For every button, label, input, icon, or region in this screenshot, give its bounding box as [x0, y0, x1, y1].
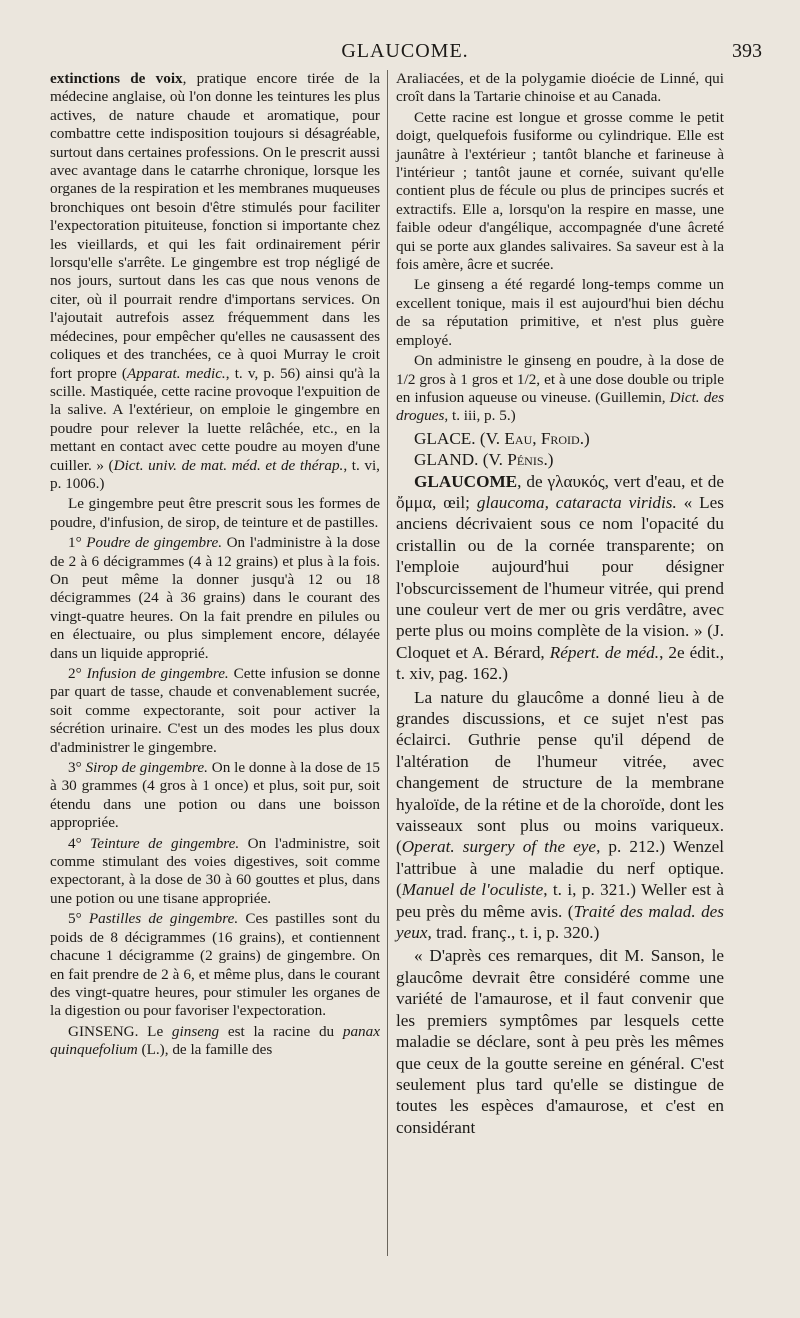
entry-headword: GLAUCOME	[414, 471, 518, 491]
item-number: 2°	[68, 665, 82, 682]
entry-headword: GLAND.	[414, 450, 479, 470]
text-run: La nature du glaucôme a donné lieu à de grandes discussions, et ce sujet n'est pas éclairci. Guthrie pense qu'il dépend de l'altération de l'humeur vitrée, avec changement de structure de la membrane hyaloïde, de la rétine et de la choroïde, dont les vaisseaux sont plus ou moins variqueux. (	[396, 687, 724, 857]
lead-words: extinctions de voix	[50, 70, 183, 87]
list-item-pastilles	[50, 910, 380, 1020]
text-run: , p. 212.) Wenzel l'attribue à une maladie du nerf optique. (	[396, 837, 724, 900]
entry-ginseng	[50, 1023, 380, 1060]
text-run: (L.), de la famille des	[137, 1041, 273, 1059]
text-run: , 2e édit., t. xiv, pag. 162.)	[396, 642, 724, 684]
text-run: , trad. franç., t. i, p. 320.)	[427, 923, 600, 943]
item-title: Infusion de gingembre.	[86, 665, 229, 682]
paragraph-dosage	[396, 352, 724, 426]
list-item-teinture	[50, 835, 380, 909]
paragraph-usage: Le ginseng a été regardé long-temps comme un excellent tonique, mais il est aujourd'hui bien déchu de sa réputation primitive, et n'est plus guère employé.	[396, 276, 724, 349]
text-run: est la racine du	[219, 1022, 343, 1040]
citation: Traité des malad. des yeux	[396, 901, 724, 943]
citation: Operat. surgery of the eye	[401, 837, 597, 857]
item-title: Teinture de gingembre.	[90, 834, 240, 852]
text-run: , t. iii, p. 5.)	[444, 407, 516, 425]
item-number: 4°	[68, 834, 82, 852]
paragraph-continuation: Araliacées, et de la polygamie dioécie de Linné, qui croît dans la Tartarie chinoise et au Canada.	[396, 70, 724, 106]
list-item-sirop	[50, 759, 380, 833]
item-text: Cette infusion se donne par quart de tasse, chaude et convenablement sucrée, soit comme expectorante, soit pour activer la sécrétion urinaire. C'est un des modes les plus doux d'administrer le gingembre.	[50, 665, 380, 756]
text-run: , de γλαυκός, vert d'eau, et de ὄμμα, œil;	[396, 471, 724, 512]
text-run: , t. v, p. 56) ainsi qu'à la scille. Mastiquée, cette racine provoque l'expuition de la salive. A l'extérieur, on emploie le gingembre en poudre pour relever la luette relâchée, etc., en la mettant en contact avec cette poudre au moyen d'une cuiller. » (	[50, 364, 380, 474]
latin-term: panax quinquefolium	[50, 1022, 380, 1059]
item-number: 3°	[68, 759, 82, 777]
item-number: 5°	[68, 910, 82, 928]
citation: Manuel de l'oculiste	[401, 880, 544, 900]
item-text: On l'administre à la dose de 2 à 6 décigrammes (4 à 12 grains) et plus à la fois. On peut même la donner jusqu'à 12 ou 18 décigrammes (24 à 36 grains) dans le courant des vingt-quatre heures. On la fait prendre en pilules ou en électuaire, ou plus simplement encore, délayée dans un liquide approprié.	[50, 534, 381, 662]
item-title: Poudre de gingembre.	[86, 534, 223, 552]
paragraph-nature	[396, 687, 724, 944]
latin-term: glaucoma, cataracta viridis.	[476, 492, 677, 512]
column-divider	[387, 70, 388, 1256]
right-column	[396, 70, 724, 1138]
entry-headword: GINSENG.	[68, 1022, 139, 1040]
paragraph-continuation	[50, 70, 380, 493]
item-title: Sirop de gingembre.	[85, 759, 208, 777]
item-text: On le donne à la dose de 15 à 30 grammes (4 gros à 1 once) et plus, soit pur, soit étendu dans une potion ou dans une boisson appropriée.	[50, 759, 381, 832]
text-run: « Les anciens décrivaient sous ce nom l'opacité du cristallin ou de la cornée transparente; on l'emploie aujourd'hui pour désigner l'obscurcissement de l'humeur vitrée, qui prend une couleur vert de mer ou gris verdâtre, avec perte plus ou moins complète de la vision. » (J. Cloquet et A. Bérard,	[396, 492, 724, 662]
item-number: 1°	[68, 534, 82, 552]
item-title: Pastilles de gingembre.	[88, 910, 239, 928]
paragraph-sanson: « D'après ces remarques, dit M. Sanson, le glaucôme devrait être considéré comme une variété de l'amaurose, et il faut convenir que les premiers symptômes par lesquels cette maladie se déclare, sont à peu près les mêmes que ceux de la goutte sereine en général. C'est seulement plus tard qu'elle se distingue de toutes les espèces d'amaurose, et c'est en considérant	[396, 946, 724, 1137]
citation: Dict. des drogues	[396, 388, 724, 425]
citation: Répert. de méd.	[549, 642, 660, 662]
text-run: , t. vi, p. 1006.)	[50, 456, 380, 492]
page-header	[48, 38, 762, 68]
item-text: Ces pastilles sont du poids de 8 décigrammes (16 grains), et contiennent chacune 1 décigramme (2 grains) de gingembre. On en fait prendre de 2 à 6, et même plus, dans le courant des vingt-quatre heures, pour stimuler les organes de la digestion ou pour favoriser l'expectoration.	[50, 910, 380, 1020]
text-run: On administre le ginseng en poudre, à la dose de 1/2 gros à 1 gros et 1/2, et à une dose double ou triple en infusion aqueuse ou vineuse. (Guillemin,	[396, 352, 724, 406]
paragraph-description: Cette racine est longue et grosse comme le petit doigt, quelquefois fusiforme ou cylindrique. Elle est jaunâtre à l'extérieur ; tantôt blanche et farineuse à l'intérieur ; tantôt jaune et cornée, suivant qu'elle contient plus de fécule ou plus de principes sucrés et extractifs. Elle a, lorsqu'on la respire en masse, une faible odeur d'angélique, accompagnée d'une âcreté qui se porte aux glandes salivaires. Sa saveur est à la fois amère, âcre et sucrée.	[396, 108, 724, 274]
entry-glace	[396, 428, 724, 449]
entry-gland	[396, 449, 724, 470]
item-text: On l'administre, soit comme stimulant des voies digestives, soit comme expectorant, à la dose de 30 à 60 gouttes et plus, dans une potion ou une tisane appropriée.	[50, 834, 381, 907]
citation: Dict. univ. de mat. méd. et de thérap.	[113, 456, 344, 474]
cross-reference: (V. Pénis.)	[482, 450, 554, 470]
cross-reference: (V. Eau, Froid.)	[479, 428, 590, 448]
left-column	[50, 70, 380, 1060]
text-run: , pratique encore tirée de la médecine anglaise, où l'on donne les teintures les plus actives, de nature chaude et aromatique, pour combattre cette indisposition toujours si désagréable, surtout dans certaines professions. On le prescrit aussi avec avantage dans le catarrhe chronique, lorsque les organes de la respiration et les membranes muqueuses bronchiques ont besoin d'être stimulés pour faciliter l'expectoration pituiteuse, fonction si importante chez les vieillards, et qui les fait ordinairement périr lorsqu'elle s'arrête. Le gingembre est trop négligé de nos jours, surtout dans les cas que nous venons de citer, où il pourrait rendre d'importans services. On l'ajoutait autrefois assez fréquemment dans les médecines, pour empêcher qu'elles ne causassent des coliques et des tranchées, ce à quoi Murray le croit fort propre (	[50, 70, 380, 382]
latin-term: ginseng	[171, 1022, 220, 1040]
list-item-poudre	[50, 534, 380, 663]
text-run: , t. i, p. 321.) Weller est à peu près du même avis. (	[396, 880, 725, 921]
text-run: Le	[138, 1022, 172, 1040]
paragraph-forms: Le gingembre peut être prescrit sous les formes de poudre, d'infusion, de sirop, de teinture et de pastilles.	[50, 495, 380, 531]
page-number: 393	[732, 40, 762, 62]
entry-headword: GLACE.	[414, 428, 476, 448]
running-title: GLAUCOME.	[341, 40, 469, 62]
citation: Apparat. medic.	[126, 364, 226, 382]
list-item-infusion	[50, 665, 380, 757]
entry-glaucome	[396, 471, 724, 685]
